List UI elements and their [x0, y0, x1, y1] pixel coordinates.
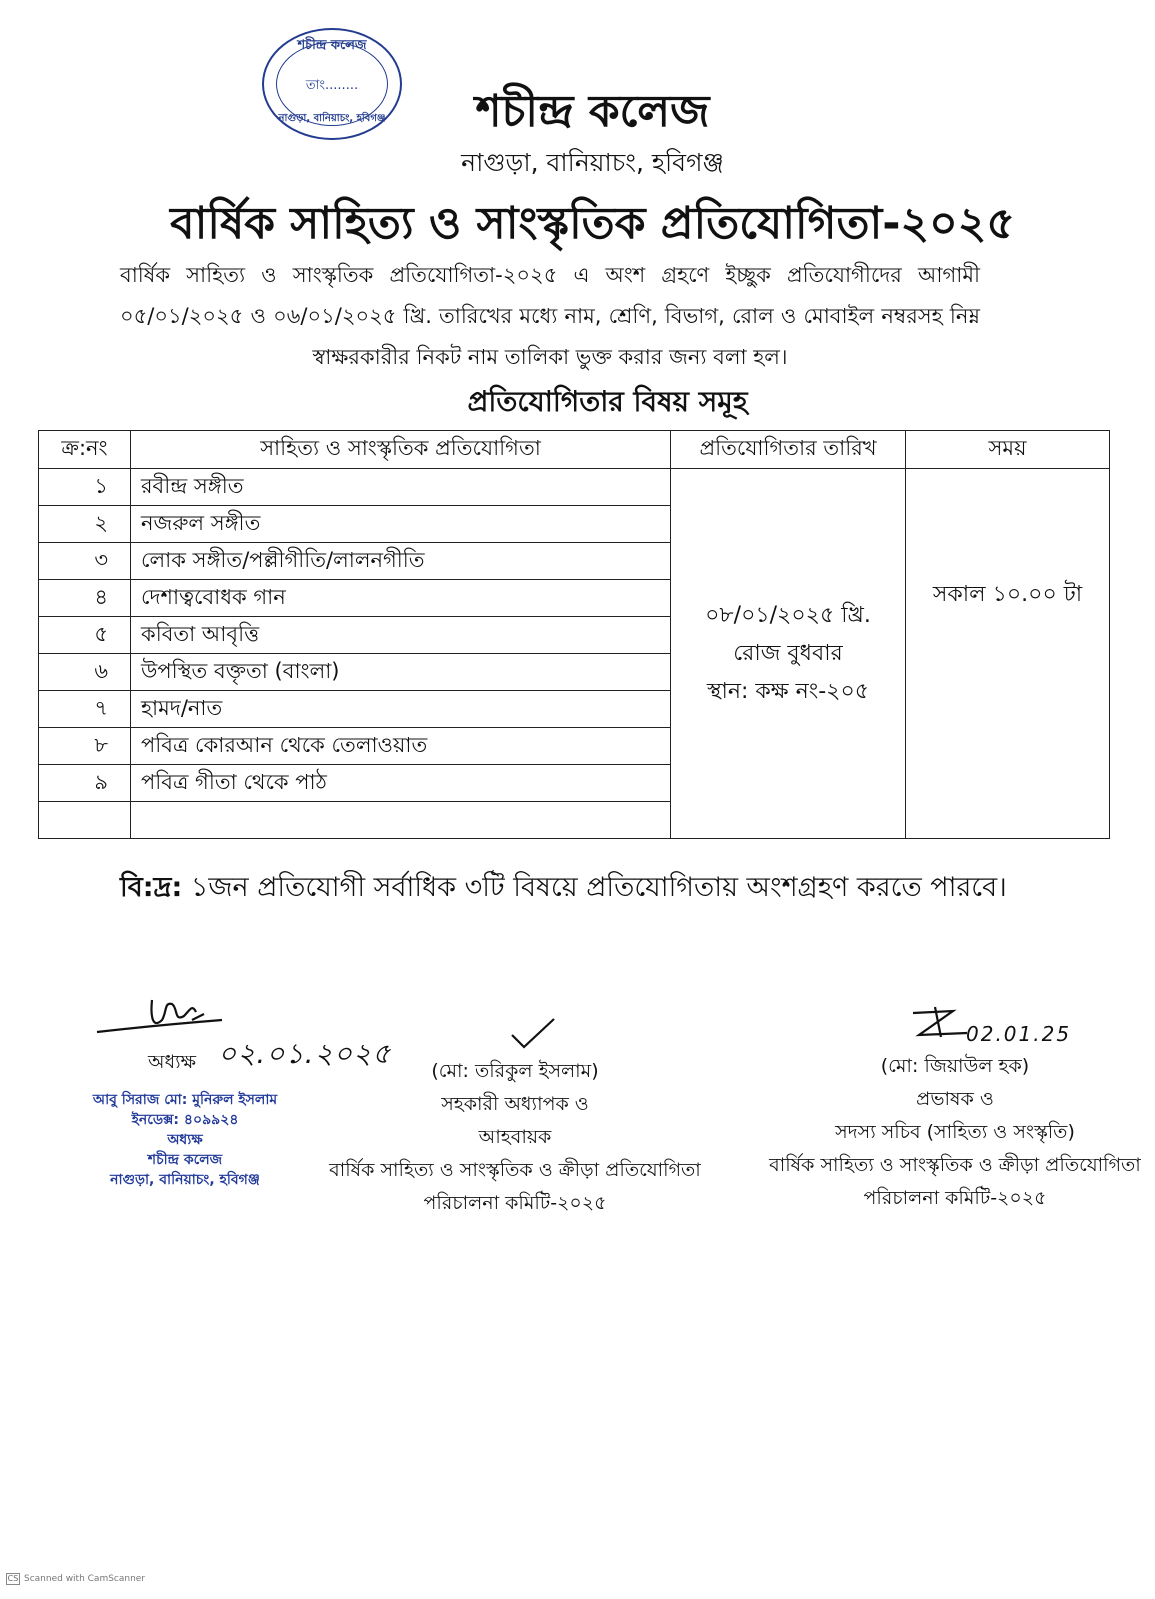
stamp-college: শচীন্দ্র কলেজ [147, 1152, 223, 1168]
row-num: ৭ [39, 691, 131, 728]
secretary-designation: প্রভাষক ও [916, 1088, 994, 1110]
col-header-serial: ক্র:নং [39, 431, 131, 469]
row-item: পবিত্র গীতা থেকে পাঠ [131, 765, 671, 802]
row-num: ৬ [39, 654, 131, 691]
stamp-name: আবু সিরাজ মো: মুনিরুল ইসলাম [92, 1092, 278, 1108]
table-header-row [39, 431, 1110, 469]
row-item: কবিতা আবৃত্তি [131, 617, 671, 654]
col-header-time: সময় [906, 431, 1110, 469]
convener-block [320, 1055, 710, 1220]
seal-top-text: শচীন্দ্র কলেজ [297, 38, 367, 53]
row-item: হামদ/নাত [131, 691, 671, 728]
principal-stamp [60, 1090, 310, 1190]
convener-role: আহবায়ক [478, 1126, 552, 1148]
seal-bottom-text: নাগুড়া, বানিয়াচং, হবিগঞ্জ [278, 113, 386, 124]
seal-date-text: তাং........ [305, 78, 359, 93]
convener-signature [508, 1015, 558, 1051]
footnote [120, 860, 1030, 916]
event-title: বার্ষিক সাহিত্য ও সাংস্কৃতিক প্রতিযোগিতা-২০২৫ [170, 198, 1015, 249]
day-line: রোজ বুধবার [733, 640, 843, 666]
row-num: ২ [39, 506, 131, 543]
date-line: ০৮/০১/২০২৫ খ্রি. [705, 602, 871, 628]
row-item: নজরুল সঙ্গীত [131, 506, 671, 543]
section-title: প্রতিযোগিতার বিষয় সমূহ [467, 385, 748, 418]
secretary-committee-2: পরিচালনা কমিটি-২০২৫ [863, 1187, 1047, 1209]
date-cell [671, 469, 906, 839]
secretary-committee: বার্ষিক সাহিত্য ও সাংস্কৃতিক ও ক্রীড়া প্রতিযোগিতা [769, 1154, 1141, 1176]
row-item: উপস্থিত বক্তৃতা (বাংলা) [131, 654, 671, 691]
stamp-index: ইনডেক্স: ৪০৯৯২৪ [131, 1112, 239, 1128]
row-item: পবিত্র কোরআন থেকে তেলাওয়াত [131, 728, 671, 765]
stamp-title: অধ্যক্ষ [167, 1132, 203, 1148]
secretary-sign-date: 02.01.25 [966, 1022, 1072, 1046]
principal-sign-date: ০২.০১.২০২৫ [218, 1037, 392, 1070]
stamp-address: নাগুড়া, বানিয়াচং, হবিগঞ্জ [110, 1172, 260, 1188]
notice-text: বার্ষিক সাহিত্য ও সাংস্কৃতিক প্রতিযোগিতা-২০২৫ এ অংশ গ্রহণে ইচ্ছুক প্রতিযোগীদের আগামী ০৫/০১/২০২৫ ও ০৬/০১/২০২৫ খ্রি. তারিখের মধ্যে নাম, শ্রেণি, বিভাগ, রোল ও মোবাইল নম্বরসহ নিম্ন স্বাক্ষরকারীর নিকট নাম তালিকা ভুক্ত করার জন্য বলা হল। [120, 263, 980, 369]
camscanner-logo: CS [7, 1574, 19, 1583]
venue-line: স্থান: কক্ষ নং-২০৫ [706, 678, 870, 704]
scanner-watermark: Scanned with CamScanner [24, 1574, 146, 1584]
footnote-label: বি:দ্র: [120, 872, 183, 903]
secretary-signature [905, 1003, 975, 1041]
row-num [39, 802, 131, 839]
row-num: ৩ [39, 543, 131, 580]
row-num: ৫ [39, 617, 131, 654]
row-num: ১ [39, 469, 131, 506]
college-name: শচীন্দ্র কলেজ [475, 86, 710, 137]
row-item: দেশাত্ববোধক গান [131, 580, 671, 617]
footnote-text: ১জন প্রতিযোগী সর্বাধিক ৩টি বিষয়ে প্রতিযোগিতায় অংশগ্রহণ করতে পারবে। [182, 872, 1007, 903]
convener-committee-2: পরিচালনা কমিটি-২০২৫ [423, 1192, 607, 1214]
principal-title: অধ্যক্ষ [148, 1051, 197, 1073]
row-item: রবীন্দ্র সঙ্গীত [131, 469, 671, 506]
secretary-block [760, 1050, 1150, 1215]
principal-signature [92, 990, 232, 1040]
secretary-name: (মো: জিয়াউল হক) [880, 1055, 1030, 1077]
row-num: ৯ [39, 765, 131, 802]
row-num: ৮ [39, 728, 131, 765]
convener-designation: সহকারী অধ্যাপক ও [441, 1093, 589, 1115]
col-header-competition: সাহিত্য ও সাংস্কৃতিক প্রতিযোগিতা [131, 431, 671, 469]
row-num: ৪ [39, 580, 131, 617]
convener-committee: বার্ষিক সাহিত্য ও সাংস্কৃতিক ও ক্রীড়া প্রতিযোগিতা [329, 1159, 701, 1181]
college-address: নাগুড়া, বানিয়াচং, হবিগঞ্জ [461, 148, 724, 177]
convener-name: (মো: তরিকুল ইসলাম) [431, 1060, 599, 1082]
table-row [39, 469, 1110, 506]
col-header-date: প্রতিযোগিতার তারিখ [671, 431, 906, 469]
competition-table [38, 430, 1110, 839]
time-cell: সকাল ১০.০০ টা [906, 469, 1110, 839]
secretary-role: সদস্য সচিব (সাহিত্য ও সংস্কৃতি) [835, 1121, 1075, 1143]
row-item [131, 802, 671, 839]
row-item: লোক সঙ্গীত/পল্লীগীতি/লালনগীতি [131, 543, 671, 580]
